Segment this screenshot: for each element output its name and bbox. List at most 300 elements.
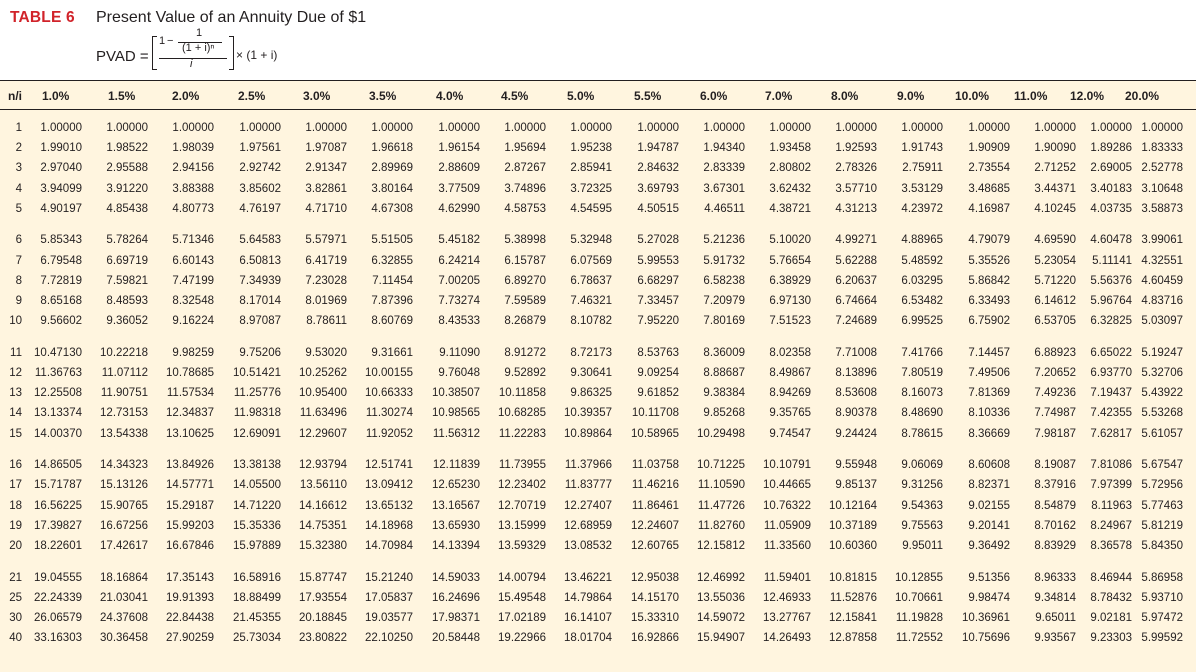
table-cell: 16.67846: [166, 540, 214, 552]
column-header: 1.0%: [42, 89, 70, 103]
column-header: 6.0%: [700, 89, 728, 103]
table-cell: 14.18968: [365, 519, 413, 532]
table-cell: 7.19437: [1090, 387, 1132, 400]
table-cell: 27.90259: [166, 632, 214, 645]
row-period-label: 19: [9, 519, 22, 532]
column-header: 4.0%: [436, 89, 464, 103]
table-cell: 10.58965: [631, 427, 679, 440]
table-cell: 1.00000: [570, 122, 612, 134]
table-cell: 12.29607: [299, 427, 347, 440]
table-cell: 12.93794: [299, 459, 347, 472]
table-cell: 14.00370: [34, 427, 82, 440]
table-cell: 11.03758: [631, 459, 679, 472]
table-cell: 13.56110: [299, 479, 347, 492]
table-cell: 8.88687: [703, 367, 745, 379]
table-cell: 1.90909: [968, 142, 1010, 155]
table-cell: 11.63496: [299, 407, 347, 420]
table-cell: 8.10782: [570, 315, 612, 328]
table-cell: 1.00000: [305, 122, 347, 134]
table-cell: 14.00794: [498, 571, 546, 584]
table-cell: 10.11708: [631, 407, 679, 420]
table-cell: 6.79548: [40, 254, 82, 267]
table-cell: 4.85438: [106, 202, 148, 215]
table-cell: 4.54595: [570, 202, 612, 215]
table-cell: 4.16987: [968, 202, 1010, 215]
table-cell: 8.19087: [1034, 459, 1076, 472]
table-cell: 2.80802: [769, 162, 811, 175]
table-cell: 5.67547: [1141, 459, 1183, 472]
table-cell: 14.71220: [233, 499, 281, 512]
table-cell: 6.33493: [968, 295, 1010, 307]
table-cell: 7.62817: [1090, 427, 1132, 440]
table-label: TABLE 6: [10, 9, 75, 26]
table-cell: 4.31213: [835, 202, 877, 215]
table-cell: 11.86461: [631, 499, 679, 512]
table-cell: 2.85941: [570, 162, 612, 175]
table-cell: 5.85343: [40, 234, 82, 247]
table-cell: 4.67308: [371, 202, 413, 215]
table-cell: 8.10336: [968, 407, 1010, 420]
row-period-label: 2: [15, 142, 22, 155]
table-cell: 14.57771: [166, 479, 214, 492]
pvad-formula: [96, 27, 356, 72]
table-cell: 12.95038: [631, 571, 679, 584]
table-cell: 30.36458: [100, 632, 148, 645]
table-cell: 6.41719: [305, 254, 347, 267]
table-cell: 6.74664: [835, 295, 877, 307]
row-period-label: 3: [15, 162, 22, 175]
table-cell: 20.18845: [299, 612, 347, 624]
table-cell: 8.90378: [835, 407, 877, 420]
table-cell: 19.91393: [166, 591, 214, 604]
table-cell: 9.02181: [1090, 612, 1132, 624]
table-cell: 1.98522: [106, 142, 148, 155]
row-period-label: 40: [9, 632, 22, 645]
table-cell: 8.72173: [570, 346, 612, 359]
table-cell: 12.87858: [829, 632, 877, 645]
table-cell: 18.01704: [564, 632, 612, 645]
table-cell: 13.84926: [166, 459, 214, 472]
column-header: 4.5%: [501, 89, 529, 103]
table-cell: 11.36763: [34, 367, 82, 379]
column-header: 3.0%: [303, 89, 331, 103]
table-cell: 26.06579: [34, 612, 82, 624]
formula-minus: −: [167, 35, 174, 47]
table-cell: 7.34939: [239, 274, 281, 287]
table-cell: 8.96333: [1034, 571, 1076, 584]
table-cell: 3.10648: [1141, 182, 1183, 195]
table-cell: 9.16224: [172, 315, 214, 328]
formula-denominator: i: [190, 58, 193, 70]
column-header: 5.5%: [634, 89, 662, 103]
table-cell: 5.91732: [703, 254, 745, 267]
table-cell: 5.62288: [835, 254, 877, 267]
table-cell: 3.53129: [901, 182, 943, 195]
table-cell: 1.00000: [1034, 122, 1076, 134]
table-cell: 4.32551: [1141, 254, 1183, 267]
table-cell: 3.48685: [968, 182, 1010, 195]
table-cell: 8.78611: [306, 315, 347, 328]
table-cell: 4.60459: [1141, 274, 1183, 287]
table-cell: 3.72325: [570, 182, 612, 195]
table-cell: 11.19828: [895, 612, 943, 624]
table-cell: 3.74896: [504, 182, 546, 195]
table-cell: 9.98259: [172, 346, 214, 359]
table-cell: 3.62432: [769, 182, 811, 195]
table-cell: 3.80164: [371, 182, 413, 195]
table-cell: 1.99010: [40, 142, 82, 155]
table-cell: 7.46321: [570, 295, 612, 307]
table-cell: 10.39357: [564, 407, 612, 420]
table-cell: 22.24339: [34, 591, 82, 604]
table-cell: 10.98565: [432, 407, 480, 420]
table-cell: 1.89286: [1090, 142, 1132, 155]
table-cell: 8.48593: [106, 295, 148, 307]
table-cell: 9.23303: [1090, 632, 1132, 645]
table-cell: 1.96154: [438, 142, 480, 155]
table-cell: 10.47130: [34, 346, 82, 359]
table-cell: 22.10250: [365, 632, 413, 645]
table-cell: 24.37608: [100, 612, 148, 624]
table-cell: 13.55036: [697, 591, 745, 604]
table-cell: 4.38721: [769, 202, 811, 215]
table-cell: 1.00000: [239, 122, 281, 134]
table-cell: 2.92742: [239, 162, 281, 175]
table-cell: 4.50515: [637, 202, 679, 215]
column-header: 2.5%: [238, 89, 266, 103]
table-cell: 11.57534: [166, 387, 214, 400]
table-cell: 9.65011: [1035, 612, 1076, 624]
table-cell: 4.90197: [40, 202, 82, 215]
table-cell: 13.27767: [763, 612, 811, 624]
table-cell: 5.84350: [1141, 540, 1183, 552]
table-cell: 9.55948: [835, 459, 877, 472]
table-cell: 9.31661: [371, 346, 413, 359]
table-cell: 10.10791: [763, 459, 811, 472]
table-cell: 21.45355: [233, 612, 281, 624]
table-cell: 13.65930: [432, 519, 480, 532]
formula-lhs: PVAD =: [96, 48, 149, 65]
table-cell: 2.84632: [637, 162, 679, 175]
table-cell: 1.95694: [504, 142, 546, 155]
table-cell: 2.88609: [438, 162, 480, 175]
table-cell: 4.10245: [1034, 202, 1076, 215]
table-cell: 12.69091: [233, 427, 281, 440]
table-cell: 2.87267: [504, 162, 546, 175]
table-cell: 1.00000: [438, 122, 480, 134]
table-cell: 7.80169: [703, 315, 745, 328]
table-cell: 9.85137: [835, 479, 877, 492]
table-cell: 9.86325: [570, 387, 612, 400]
table-cell: 9.30641: [570, 367, 612, 379]
table-cell: 12.27407: [564, 499, 612, 512]
title-band: [0, 0, 1196, 80]
table-cell: 10.95400: [299, 387, 347, 400]
table-cell: 12.15812: [697, 540, 745, 552]
table-cell: 11.07112: [101, 367, 148, 379]
table-cell: 8.43533: [438, 315, 480, 328]
row-period-label: 14: [9, 407, 22, 420]
row-period-label: 20: [9, 540, 22, 552]
table-cell: 4.60478: [1090, 234, 1132, 247]
table-cell: 1.00000: [1090, 122, 1132, 134]
row-period-label: 1: [15, 122, 22, 134]
table-cell: 2.89969: [371, 162, 413, 175]
table-cell: 16.14107: [564, 612, 612, 624]
row-period-label: 5: [15, 202, 22, 215]
table-cell: 21.03041: [100, 591, 148, 604]
table-cell: 9.02155: [968, 499, 1010, 512]
formula-inner-denominator: (1 + i)ⁿ: [182, 42, 215, 54]
table-cell: 5.64583: [239, 234, 281, 247]
table-cell: 8.53763: [637, 346, 679, 359]
table-cell: 8.49867: [769, 367, 811, 379]
table-cell: 7.72819: [40, 274, 82, 287]
table-cell: 8.54879: [1034, 499, 1076, 512]
table-cell: 7.20979: [703, 295, 745, 307]
table-cell: 9.36492: [968, 540, 1010, 552]
table-cell: 7.71008: [835, 346, 877, 359]
table-cell: 6.93770: [1090, 367, 1132, 379]
table-cell: 12.65230: [432, 479, 480, 492]
table-cell: 9.38384: [703, 387, 745, 400]
table-cell: 11.59401: [763, 571, 811, 584]
table-cell: 7.41766: [901, 346, 943, 359]
row-period-label: 18: [9, 499, 22, 512]
table-cell: 8.36669: [968, 427, 1010, 440]
table-cell: 18.16864: [100, 571, 148, 584]
table-cell: 11.52876: [829, 591, 877, 604]
table-cell: 2.83339: [703, 162, 745, 175]
column-header: 10.0%: [955, 89, 990, 103]
table-cell: 7.11454: [372, 274, 413, 287]
table-cell: 6.50813: [239, 254, 281, 267]
table-cell: 1.00000: [637, 122, 679, 134]
table-cell: 15.29187: [166, 499, 214, 512]
table-cell: 13.15999: [498, 519, 546, 532]
table-cell: 23.80822: [299, 632, 347, 645]
table-cell: 5.27028: [637, 234, 679, 247]
table-cell: 5.48592: [901, 254, 943, 267]
table-cell: 5.19247: [1141, 346, 1183, 359]
table-cell: 3.94099: [40, 182, 82, 195]
table-cell: 6.60143: [172, 254, 214, 267]
table-cell: 5.53268: [1141, 407, 1183, 420]
table-cell: 13.10625: [166, 427, 214, 440]
table-cell: 5.71220: [1034, 274, 1076, 287]
table-cell: 13.46221: [564, 571, 612, 584]
table-cell: 6.88923: [1034, 346, 1076, 359]
table-cell: 15.87747: [299, 571, 347, 584]
table-cell: 1.96618: [371, 142, 413, 155]
table-cell: 5.72956: [1141, 479, 1183, 492]
table-cell: 7.00205: [438, 274, 480, 287]
table-cell: 15.13126: [100, 479, 148, 492]
formula-right-bracket: [229, 36, 234, 70]
table-cell: 6.07569: [570, 254, 612, 267]
table-cell: 9.74547: [769, 427, 811, 440]
table-cell: 10.12164: [829, 499, 877, 512]
table-cell: 4.69590: [1034, 234, 1076, 247]
table-cell: 1.00000: [968, 122, 1010, 134]
table-cell: 9.75563: [901, 519, 943, 532]
table-cell: 5.11141: [1092, 254, 1132, 267]
table-cell: 7.73274: [438, 295, 480, 307]
table-cell: 5.56376: [1090, 274, 1132, 287]
table-cell: 6.32825: [1090, 315, 1132, 328]
table-cell: 8.46944: [1090, 571, 1132, 584]
table-cell: 13.09412: [365, 479, 413, 492]
table-cell: 14.34323: [100, 459, 148, 472]
table-cell: 9.75206: [239, 346, 281, 359]
row-period-label: 4: [15, 182, 22, 195]
column-header: 3.5%: [369, 89, 397, 103]
table-cell: 12.15841: [829, 612, 877, 624]
table-cell: 5.77463: [1141, 499, 1183, 512]
table-cell: 5.10020: [769, 234, 811, 247]
table-cell: 7.59589: [504, 295, 546, 307]
table-cell: 8.01969: [305, 295, 347, 307]
table-cell: 15.35336: [233, 519, 281, 532]
table-cell: 14.70984: [365, 540, 413, 552]
table-cell: 3.57710: [835, 182, 877, 195]
table-cell: 11.56312: [432, 427, 480, 440]
table-cell: 9.53020: [305, 346, 347, 359]
formula-left-bracket: [152, 36, 157, 70]
table-cell: 10.44665: [763, 479, 811, 492]
table-cell: 6.69719: [106, 254, 148, 267]
table-cell: 1.83333: [1141, 142, 1183, 155]
table-cell: 5.86958: [1141, 571, 1183, 584]
table-cell: 13.59329: [498, 540, 546, 552]
table-cell: 11.37966: [564, 459, 612, 472]
table-cell: 1.92593: [835, 142, 877, 155]
table-cell: 1.00000: [504, 122, 546, 134]
row-period-label: 21: [9, 571, 22, 584]
column-header: 1.5%: [108, 89, 136, 103]
table-cell: 7.98187: [1034, 427, 1076, 440]
table-cell: 4.80773: [172, 202, 214, 215]
table-cell: 5.99592: [1141, 632, 1183, 645]
table-cell: 1.00000: [371, 122, 413, 134]
table-cell: 17.05837: [365, 591, 413, 604]
table-cell: 6.58238: [703, 274, 745, 287]
column-header: 7.0%: [765, 89, 793, 103]
table-cell: 14.15170: [631, 591, 679, 604]
table-cell: 4.46511: [704, 202, 745, 215]
table-cell: 5.76654: [769, 254, 811, 267]
table-cell: 5.23054: [1034, 254, 1076, 267]
table-cell: 11.92052: [365, 427, 413, 440]
table-cell: 14.79864: [564, 591, 612, 604]
table-cell: 1.93458: [769, 142, 811, 155]
table-cell: 6.78637: [570, 274, 612, 287]
table-cell: 9.11090: [439, 346, 480, 359]
table-cell: 5.21236: [703, 234, 745, 247]
table-cell: 13.38138: [233, 459, 281, 472]
table-cell: 2.94156: [172, 162, 214, 175]
table-cell: 3.99061: [1141, 234, 1183, 247]
table-cell: 4.99271: [835, 234, 877, 247]
table-cell: 9.76048: [438, 367, 480, 379]
table-cell: 9.31256: [901, 479, 943, 492]
table-cell: 10.60360: [829, 540, 877, 552]
table-cell: 8.65168: [40, 295, 82, 307]
formula-fraction-bar: [159, 58, 227, 59]
table-cell: 7.51523: [769, 315, 811, 328]
table-cell: 5.45182: [438, 234, 480, 247]
table-cell: 2.95588: [106, 162, 148, 175]
table-cell: 8.11963: [1091, 499, 1132, 512]
table-cell: 1.90090: [1034, 142, 1076, 155]
table-cell: 8.37916: [1034, 479, 1076, 492]
table-cell: 10.81815: [829, 571, 877, 584]
table-cell: 9.35765: [769, 407, 811, 420]
table-cell: 16.56225: [34, 499, 82, 512]
table-cell: 11.47726: [697, 499, 745, 512]
table-cell: 10.68285: [498, 407, 546, 420]
table-cell: 1.00000: [769, 122, 811, 134]
table-cell: 5.78264: [106, 234, 148, 247]
table-cell: 4.83716: [1141, 295, 1183, 307]
table-cell: 7.47199: [172, 274, 214, 287]
table-cell: 8.17014: [239, 295, 281, 307]
row-period-label: 10: [9, 315, 22, 328]
row-period-label: 17: [9, 479, 22, 492]
table-cell: 11.22283: [498, 427, 546, 440]
table-cell: 5.32706: [1141, 367, 1183, 379]
table-cell: 12.60765: [631, 540, 679, 552]
table-cell: 18.22601: [34, 540, 82, 552]
table-cell: 1.00000: [172, 122, 214, 134]
table-cell: 10.70661: [895, 591, 943, 604]
table-cell: 10.71225: [697, 459, 745, 472]
table-cell: 9.06069: [901, 459, 943, 472]
table-cell: 7.24689: [835, 315, 877, 328]
table-cell: 8.13896: [835, 367, 877, 379]
table-cell: 1.00000: [40, 122, 82, 134]
table-cell: 6.32855: [371, 254, 413, 267]
table-cell: 8.70162: [1034, 519, 1076, 532]
table-cell: 5.71346: [172, 234, 214, 247]
table-cell: 8.83929: [1034, 540, 1076, 552]
table-cell: 9.61852: [637, 387, 679, 400]
table-cell: 3.77509: [438, 182, 480, 195]
table-cell: 8.60608: [968, 459, 1010, 472]
table-cell: 5.61057: [1141, 427, 1183, 440]
table-cell: 14.86505: [34, 459, 82, 472]
table-cell: 2.75911: [902, 162, 943, 175]
table-cell: 6.99525: [901, 315, 943, 328]
table-cell: 17.93554: [299, 591, 347, 604]
table-cell: 4.58753: [504, 202, 546, 215]
table-cell: 16.58916: [233, 571, 281, 584]
table-cell: 6.65022: [1090, 346, 1132, 359]
table-cell: 9.20141: [968, 519, 1010, 532]
table-cell: 13.65132: [365, 499, 413, 512]
table-cell: 18.88499: [233, 591, 281, 604]
table-cell: 8.78432: [1090, 591, 1132, 604]
table-cell: 10.25262: [299, 367, 347, 379]
table-cell: 11.33560: [763, 540, 811, 552]
table-cell: 14.59033: [432, 571, 480, 584]
formula-inner-numerator: 1: [196, 27, 203, 39]
table-cell: 5.03097: [1141, 315, 1183, 328]
table-cell: 16.24696: [432, 591, 480, 604]
table-cell: 11.73955: [498, 459, 546, 472]
table-cell: 1.00000: [901, 122, 943, 134]
table-cell: 3.40183: [1090, 182, 1132, 195]
